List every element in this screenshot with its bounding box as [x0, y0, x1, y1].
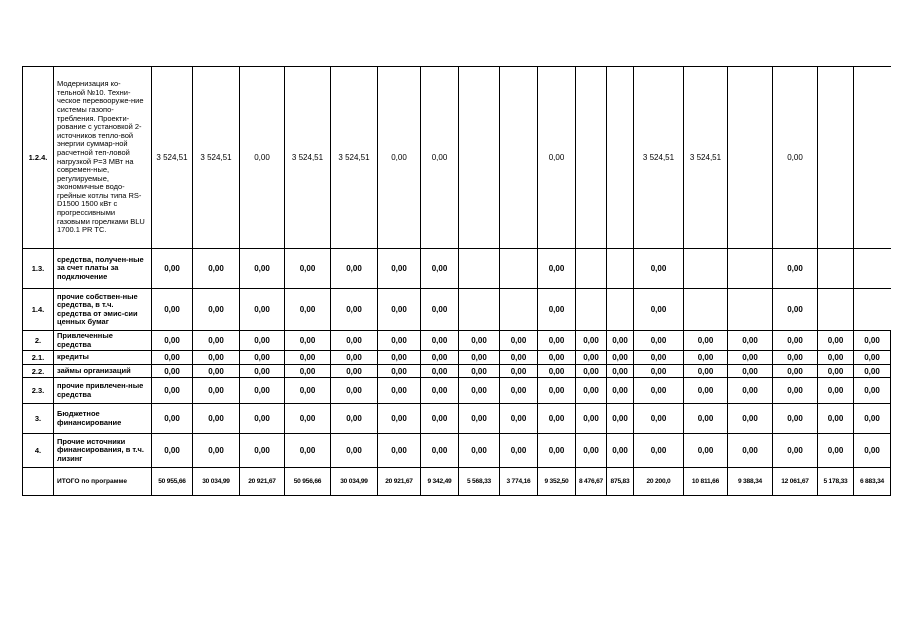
value-cell: 0,00	[500, 351, 538, 365]
value-cell	[818, 249, 854, 289]
table-row	[23, 434, 891, 468]
value-cell: 0,00	[193, 378, 240, 404]
value-cell: 0,00	[421, 331, 459, 351]
value-cell	[459, 249, 500, 289]
value-cell	[728, 249, 773, 289]
value-cell: 0,00	[331, 378, 378, 404]
value-cell: 0,00	[459, 351, 500, 365]
total-label: ИТОГО по программе	[54, 468, 152, 496]
row-number: 2.2.	[23, 365, 54, 378]
value-cell: 0,00	[634, 351, 684, 365]
value-cell: 0,00	[152, 351, 193, 365]
value-cell: 0,00	[576, 434, 607, 468]
value-cell: 0,00	[773, 378, 818, 404]
table-row	[23, 365, 891, 378]
value-cell: 0,00	[240, 365, 285, 378]
value-cell: 0,00	[634, 365, 684, 378]
value-cell: 0,00	[818, 331, 854, 351]
value-cell: 0,00	[634, 404, 684, 434]
table-row	[23, 351, 891, 365]
value-cell: 0,00	[193, 365, 240, 378]
value-cell	[607, 249, 634, 289]
row-number: 3.	[23, 404, 54, 434]
value-cell: 0,00	[854, 378, 891, 404]
value-cell: 0,00	[421, 351, 459, 365]
value-cell: 0,00	[378, 351, 421, 365]
value-cell: 0,00	[500, 365, 538, 378]
value-cell: 0,00	[459, 378, 500, 404]
value-cell: 0,00	[728, 378, 773, 404]
value-cell: 0,00	[818, 404, 854, 434]
value-cell: 3 524,51	[684, 67, 728, 249]
value-cell: 0,00	[421, 365, 459, 378]
value-cell: 0,00	[193, 289, 240, 331]
row-name: Прочие источники финансирования, в т.ч. лизинг	[54, 434, 152, 468]
value-cell: 0,00	[818, 378, 854, 404]
value-cell: 0,00	[193, 404, 240, 434]
value-cell: 0,00	[421, 249, 459, 289]
value-cell: 0,00	[684, 378, 728, 404]
value-cell: 0,00	[240, 331, 285, 351]
total-value-cell: 5 568,33	[459, 468, 500, 496]
value-cell: 3 524,51	[634, 67, 684, 249]
value-cell: 0,00	[331, 331, 378, 351]
value-cell: 0,00	[285, 434, 331, 468]
value-cell: 0,00	[152, 289, 193, 331]
table-row	[23, 331, 891, 351]
value-cell	[459, 289, 500, 331]
total-value-cell: 5 178,33	[818, 468, 854, 496]
value-cell: 0,00	[538, 378, 576, 404]
total-value-cell: 8 476,67	[576, 468, 607, 496]
value-cell: 0,00	[773, 434, 818, 468]
value-cell: 0,00	[634, 378, 684, 404]
value-cell: 0,00	[728, 365, 773, 378]
row-name: прочие собствен-ные средства, в т.ч. средства от эмис-сии ценных бумаг	[54, 289, 152, 331]
value-cell: 3 524,51	[193, 67, 240, 249]
total-value-cell: 6 883,34	[854, 468, 891, 496]
value-cell: 0,00	[607, 365, 634, 378]
value-cell: 0,00	[634, 331, 684, 351]
table-row	[23, 378, 891, 404]
table-body	[23, 67, 891, 496]
value-cell: 0,00	[728, 351, 773, 365]
value-cell: 0,00	[421, 67, 459, 249]
value-cell: 0,00	[500, 331, 538, 351]
value-cell: 0,00	[421, 289, 459, 331]
value-cell: 0,00	[331, 351, 378, 365]
value-cell: 0,00	[378, 365, 421, 378]
value-cell: 0,00	[331, 249, 378, 289]
value-cell: 0,00	[152, 404, 193, 434]
value-cell	[500, 67, 538, 249]
value-cell	[818, 289, 854, 331]
value-cell: 0,00	[152, 434, 193, 468]
value-cell	[500, 289, 538, 331]
value-cell: 0,00	[378, 331, 421, 351]
value-cell: 0,00	[607, 434, 634, 468]
value-cell: 3 524,51	[331, 67, 378, 249]
value-cell: 0,00	[240, 67, 285, 249]
value-cell	[684, 289, 728, 331]
value-cell	[684, 249, 728, 289]
total-value-cell: 9 388,34	[728, 468, 773, 496]
row-number: 4.	[23, 434, 54, 468]
value-cell: 0,00	[773, 67, 818, 249]
value-cell: 0,00	[285, 404, 331, 434]
value-cell: 0,00	[240, 289, 285, 331]
value-cell: 0,00	[331, 404, 378, 434]
value-cell: 0,00	[854, 331, 891, 351]
row-name: займы организаций	[54, 365, 152, 378]
value-cell	[576, 289, 607, 331]
value-cell: 0,00	[421, 434, 459, 468]
value-cell: 0,00	[331, 289, 378, 331]
value-cell: 0,00	[285, 249, 331, 289]
row-name: Бюджетное финансирование	[54, 404, 152, 434]
value-cell: 0,00	[684, 434, 728, 468]
value-cell: 0,00	[576, 351, 607, 365]
table-row	[23, 289, 891, 331]
total-value-cell: 50 955,66	[152, 468, 193, 496]
value-cell	[459, 67, 500, 249]
row-name: средства, получен-ные за счет платы за подключение	[54, 249, 152, 289]
value-cell: 0,00	[728, 404, 773, 434]
value-cell: 0,00	[331, 365, 378, 378]
value-cell	[854, 249, 891, 289]
value-cell: 0,00	[773, 289, 818, 331]
value-cell: 0,00	[538, 289, 576, 331]
row-name: прочие привлечен-ные средства	[54, 378, 152, 404]
value-cell: 0,00	[285, 331, 331, 351]
row-name: Модернизация ко-тельной №10. Техни-ческое перевооруже-ние системы газопо-требления. Проекти-рование с установкой 2- источников тепло-вой энергии суммар-ной расчетной теп-ловой нагрузкой Р=3 МВт на современ-ные, регулируемые, экономичные водо-грейные котлы типа RS-D1500 1500 кВт с прогрессивными газовыми горелками BLU 1700.1 PR TC.	[54, 67, 152, 249]
row-number: 2.	[23, 331, 54, 351]
total-value-cell: 9 342,49	[421, 468, 459, 496]
value-cell: 0,00	[684, 331, 728, 351]
value-cell: 0,00	[773, 351, 818, 365]
value-cell: 0,00	[684, 365, 728, 378]
value-cell: 0,00	[378, 67, 421, 249]
table-row	[23, 67, 891, 249]
value-cell: 0,00	[607, 331, 634, 351]
value-cell: 0,00	[854, 404, 891, 434]
value-cell: 0,00	[684, 404, 728, 434]
value-cell: 0,00	[193, 249, 240, 289]
value-cell: 0,00	[607, 404, 634, 434]
total-value-cell: 12 061,67	[773, 468, 818, 496]
total-value-cell: 9 352,50	[538, 468, 576, 496]
value-cell: 0,00	[538, 434, 576, 468]
total-row	[23, 468, 891, 496]
row-number: 2.1.	[23, 351, 54, 365]
value-cell: 0,00	[538, 365, 576, 378]
total-value-cell: 10 811,66	[684, 468, 728, 496]
row-number: 2.3.	[23, 378, 54, 404]
value-cell: 0,00	[285, 378, 331, 404]
value-cell: 0,00	[728, 434, 773, 468]
table-row	[23, 404, 891, 434]
value-cell: 0,00	[459, 434, 500, 468]
value-cell: 0,00	[773, 404, 818, 434]
value-cell: 0,00	[576, 365, 607, 378]
value-cell: 0,00	[538, 331, 576, 351]
row-name: Привлеченные средства	[54, 331, 152, 351]
financing-table	[22, 66, 891, 496]
value-cell: 0,00	[538, 404, 576, 434]
value-cell	[728, 67, 773, 249]
value-cell: 0,00	[854, 351, 891, 365]
total-value-cell: 20 921,67	[378, 468, 421, 496]
value-cell: 0,00	[285, 351, 331, 365]
value-cell: 0,00	[240, 249, 285, 289]
value-cell: 0,00	[500, 434, 538, 468]
value-cell: 0,00	[193, 331, 240, 351]
row-number: 1.4.	[23, 289, 54, 331]
value-cell: 0,00	[378, 249, 421, 289]
row-number: 1.2.4.	[23, 67, 54, 249]
value-cell: 0,00	[634, 434, 684, 468]
value-cell	[728, 289, 773, 331]
value-cell	[576, 67, 607, 249]
value-cell: 0,00	[818, 351, 854, 365]
value-cell	[500, 249, 538, 289]
value-cell: 0,00	[500, 404, 538, 434]
value-cell: 0,00	[773, 249, 818, 289]
value-cell: 0,00	[576, 378, 607, 404]
value-cell: 0,00	[152, 378, 193, 404]
table-row	[23, 249, 891, 289]
value-cell	[854, 67, 891, 249]
value-cell: 0,00	[152, 365, 193, 378]
value-cell	[854, 289, 891, 331]
value-cell	[818, 67, 854, 249]
value-cell: 0,00	[378, 404, 421, 434]
row-name: кредиты	[54, 351, 152, 365]
value-cell	[607, 67, 634, 249]
value-cell	[576, 249, 607, 289]
value-cell: 0,00	[240, 434, 285, 468]
value-cell: 3 524,51	[285, 67, 331, 249]
value-cell: 0,00	[634, 249, 684, 289]
value-cell: 0,00	[240, 351, 285, 365]
value-cell: 0,00	[576, 404, 607, 434]
value-cell: 0,00	[193, 351, 240, 365]
value-cell: 0,00	[331, 434, 378, 468]
value-cell	[607, 289, 634, 331]
total-value-cell: 20 921,67	[240, 468, 285, 496]
value-cell: 0,00	[421, 404, 459, 434]
value-cell: 0,00	[538, 249, 576, 289]
value-cell: 0,00	[240, 404, 285, 434]
total-value-cell: 50 956,66	[285, 468, 331, 496]
value-cell: 0,00	[854, 365, 891, 378]
total-value-cell: 30 034,99	[193, 468, 240, 496]
value-cell: 3 524,51	[152, 67, 193, 249]
value-cell: 0,00	[378, 434, 421, 468]
total-value-cell: 20 200,0	[634, 468, 684, 496]
value-cell: 0,00	[378, 289, 421, 331]
value-cell: 0,00	[240, 378, 285, 404]
value-cell: 0,00	[684, 351, 728, 365]
value-cell: 0,00	[459, 404, 500, 434]
value-cell: 0,00	[576, 331, 607, 351]
total-value-cell: 3 774,16	[500, 468, 538, 496]
value-cell: 0,00	[607, 378, 634, 404]
total-value-cell: 30 034,99	[331, 468, 378, 496]
value-cell: 0,00	[818, 434, 854, 468]
value-cell: 0,00	[285, 365, 331, 378]
value-cell: 0,00	[285, 289, 331, 331]
value-cell: 0,00	[459, 365, 500, 378]
value-cell: 0,00	[193, 434, 240, 468]
value-cell: 0,00	[538, 351, 576, 365]
value-cell: 0,00	[773, 331, 818, 351]
value-cell: 0,00	[500, 378, 538, 404]
total-number	[23, 468, 54, 496]
value-cell: 0,00	[152, 249, 193, 289]
value-cell: 0,00	[854, 434, 891, 468]
value-cell: 0,00	[378, 378, 421, 404]
value-cell: 0,00	[728, 331, 773, 351]
value-cell: 0,00	[152, 331, 193, 351]
value-cell: 0,00	[634, 289, 684, 331]
value-cell: 0,00	[818, 365, 854, 378]
total-value-cell: 875,83	[607, 468, 634, 496]
row-number: 1.3.	[23, 249, 54, 289]
value-cell: 0,00	[421, 378, 459, 404]
value-cell: 0,00	[607, 351, 634, 365]
value-cell: 0,00	[773, 365, 818, 378]
value-cell: 0,00	[459, 331, 500, 351]
value-cell: 0,00	[538, 67, 576, 249]
